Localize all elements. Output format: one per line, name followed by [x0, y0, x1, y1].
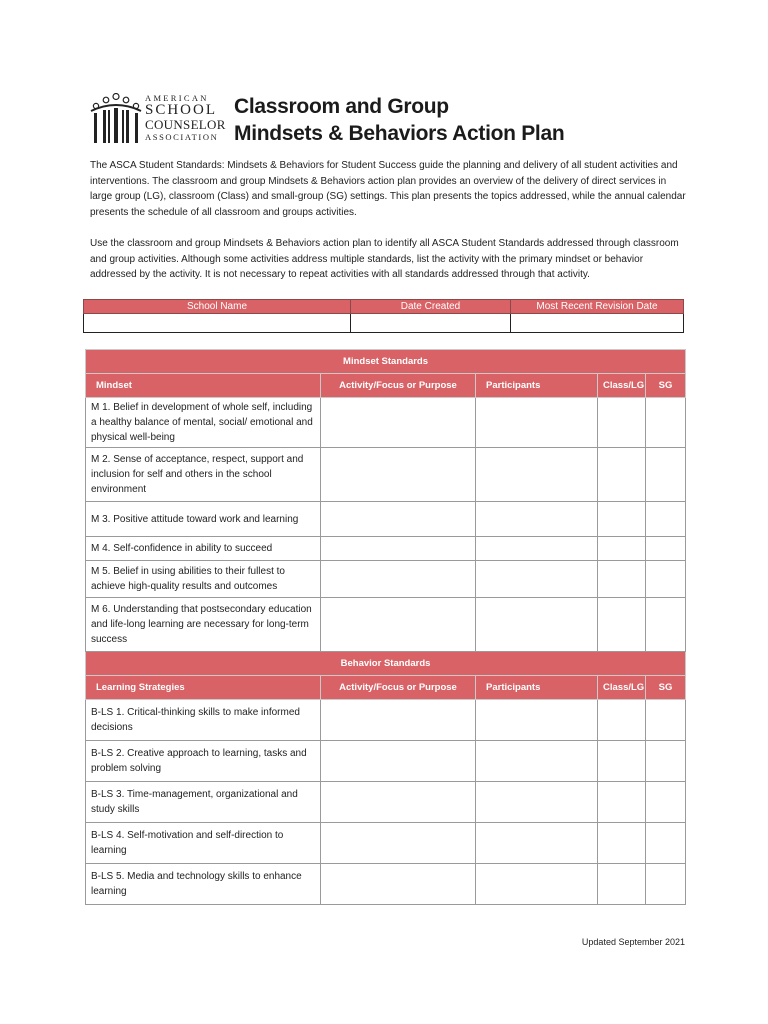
table-row [86, 502, 686, 537]
standard-label: M 4. Self-confidence in ability to succeed [86, 537, 321, 561]
revision-date-field[interactable] [511, 314, 684, 333]
column-header: Class/LG [598, 374, 646, 398]
date-created-field[interactable] [351, 314, 511, 333]
sg-cell[interactable] [646, 448, 686, 502]
sg-cell[interactable] [646, 823, 686, 864]
activity-cell[interactable] [321, 598, 476, 652]
standard-label: B-LS 4. Self-motivation and self-direction to learning [86, 823, 321, 864]
date-created-header: Date Created [351, 300, 511, 314]
participants-cell[interactable] [476, 782, 598, 823]
column-header: Participants [476, 676, 598, 700]
section-heading-row [86, 350, 686, 374]
participants-cell[interactable] [476, 448, 598, 502]
standard-label: B-LS 5. Media and technology skills to enhance learning [86, 864, 321, 905]
activity-cell[interactable] [321, 782, 476, 823]
column-header: Activity/Focus or Purpose [321, 374, 476, 398]
sg-cell[interactable] [646, 864, 686, 905]
action-plan-table [85, 349, 686, 905]
activity-cell[interactable] [321, 537, 476, 561]
standard-label: M 3. Positive attitude toward work and learning [86, 502, 321, 537]
column-header: Class/LG [598, 676, 646, 700]
updated-date: Updated September 2021 [581, 937, 685, 947]
standard-label: B-LS 3. Time-management, organizational and study skills [86, 782, 321, 823]
sg-cell[interactable] [646, 502, 686, 537]
school-name-field[interactable] [84, 314, 351, 333]
table-row [86, 823, 686, 864]
intro-paragraph-1: The ASCA Student Standards: Mindsets & Behaviors for Student Success guide the planning and delivery of all student activities and interventions. The classroom and group Mindsets & Behaviors action plan provides an overview of the delivery of direct services in large group (LG), classroom (Class) and small-group (SG) settings. This plan presents the topics addressed, while the annual calendar presents the schedule of all classroom and groups activities. [90, 160, 686, 218]
table-row [86, 700, 686, 741]
activity-cell[interactable] [321, 864, 476, 905]
participants-cell[interactable] [476, 823, 598, 864]
activity-cell[interactable] [321, 700, 476, 741]
participants-cell[interactable] [476, 864, 598, 905]
participants-cell[interactable] [476, 502, 598, 537]
school-name-header: School Name [84, 300, 351, 314]
table-row [86, 561, 686, 598]
section-heading: Mindset Standards [86, 350, 686, 374]
table-row [86, 782, 686, 823]
standard-label: M 1. Belief in development of whole self, including a healthy balance of mental, social/ emotional and physical well-being [86, 398, 321, 448]
participants-cell[interactable] [476, 598, 598, 652]
participants-cell[interactable] [476, 561, 598, 598]
standard-label: M 6. Understanding that postsecondary education and life-long learning are necessary for long-term success [86, 598, 321, 652]
column-header-row [86, 374, 686, 398]
sg-cell[interactable] [646, 741, 686, 782]
class-lg-cell[interactable] [598, 700, 646, 741]
class-lg-cell[interactable] [598, 782, 646, 823]
column-header: SG [646, 374, 686, 398]
logo-text-association: ASSOCIATION [145, 132, 219, 142]
class-lg-cell[interactable] [598, 561, 646, 598]
class-lg-cell[interactable] [598, 864, 646, 905]
activity-cell[interactable] [321, 561, 476, 598]
column-header-row [86, 676, 686, 700]
sg-cell[interactable] [646, 598, 686, 652]
class-lg-cell[interactable] [598, 537, 646, 561]
activity-cell[interactable] [321, 398, 476, 448]
participants-cell[interactable] [476, 700, 598, 741]
title-line-2: Mindsets & Behaviors Action Plan [234, 122, 565, 145]
standard-label: B-LS 1. Critical-thinking skills to make informed decisions [86, 700, 321, 741]
standard-label: M 5. Belief in using abilities to their fullest to achieve high-quality results and outcomes [86, 561, 321, 598]
table-row [86, 598, 686, 652]
page-title [234, 93, 564, 147]
intro-paragraph-2: Use the classroom and group Mindsets & Behaviors action plan to identify all ASCA Student Standards addressed through classroom and group activities. Although some activities address multiple standards, list the activity with the primary mindset or behavior addressed by the activity. It is not necessary to repeat activities with all standards addressed through that activity. [90, 238, 679, 281]
section-heading: Behavior Standards [86, 652, 686, 676]
column-header: Participants [476, 374, 598, 398]
column-header: SG [646, 676, 686, 700]
participants-cell[interactable] [476, 398, 598, 448]
class-lg-cell[interactable] [598, 823, 646, 864]
column-header: Activity/Focus or Purpose [321, 676, 476, 700]
sg-cell[interactable] [646, 398, 686, 448]
sg-cell[interactable] [646, 561, 686, 598]
class-lg-cell[interactable] [598, 448, 646, 502]
activity-cell[interactable] [321, 448, 476, 502]
standard-label: B-LS 2. Creative approach to learning, tasks and problem solving [86, 741, 321, 782]
people-icon [90, 93, 142, 145]
table-row [86, 537, 686, 561]
sg-cell[interactable] [646, 537, 686, 561]
activity-cell[interactable] [321, 502, 476, 537]
section-heading-row [86, 652, 686, 676]
column-header: Mindset [86, 374, 321, 398]
logo-text-counselor: COUNSELOR [145, 117, 226, 132]
school-info-table [83, 299, 684, 333]
revision-date-header: Most Recent Revision Date [511, 300, 684, 314]
activity-cell[interactable] [321, 741, 476, 782]
class-lg-cell[interactable] [598, 502, 646, 537]
standard-label: M 2. Sense of acceptance, respect, support and inclusion for self and others in the school environment [86, 448, 321, 502]
participants-cell[interactable] [476, 537, 598, 561]
class-lg-cell[interactable] [598, 598, 646, 652]
table-row [86, 398, 686, 448]
sg-cell[interactable] [646, 700, 686, 741]
asca-logo [90, 93, 230, 145]
table-row [86, 864, 686, 905]
activity-cell[interactable] [321, 823, 476, 864]
class-lg-cell[interactable] [598, 741, 646, 782]
participants-cell[interactable] [476, 741, 598, 782]
column-header: Learning Strategies [86, 676, 321, 700]
table-row [86, 741, 686, 782]
logo-text-american: AMERICAN [145, 93, 209, 103]
sg-cell[interactable] [646, 782, 686, 823]
logo-text-school: SCHOOL [145, 102, 218, 118]
title-line-1: Classroom and Group [234, 95, 449, 118]
class-lg-cell[interactable] [598, 398, 646, 448]
table-row [86, 448, 686, 502]
